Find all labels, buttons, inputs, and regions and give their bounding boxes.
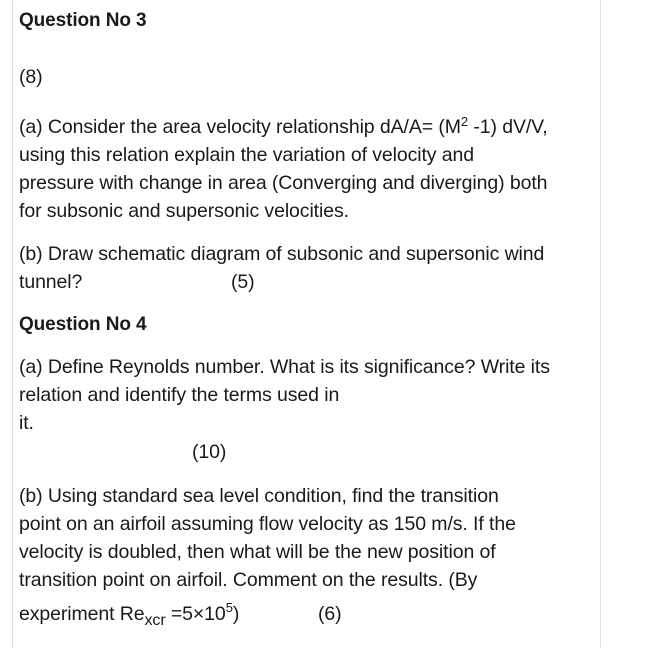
left-margin-rule: [12, 0, 13, 648]
question-4b-line-1: (b) Using standard sea level condition, find the transition: [19, 485, 499, 507]
question-3a-text: [19, 113, 599, 225]
question-4a-line-3: it.: [19, 412, 34, 434]
power-exponent: 5: [225, 600, 233, 615]
question-4a-line-2: relation and identify the terms used in: [19, 384, 340, 406]
reynolds-subscript: xcr: [144, 612, 166, 629]
question-3a-line-2: using this relation explain the variation of velocity and: [19, 144, 474, 166]
question-3a-line-1: (a) Consider the area velocity relationship $dA/A= (M^2$ -1) dV/V,: [19, 114, 548, 138]
mach-squared-exponent: 2: [460, 114, 469, 129]
question-3b-text: [19, 240, 599, 296]
question-3b-marks: (5): [231, 271, 255, 293]
question-4b-line-3: velocity is doubled, then what will be the new position of: [19, 541, 496, 563]
question-4a-text: [19, 353, 599, 437]
question-3-heading: Question No 3: [19, 10, 147, 31]
question-4-heading: Question No 4: [19, 314, 147, 335]
question-3a-line-4: for subsonic and supersonic velocities.: [19, 200, 349, 222]
question-4a-marks: (10): [192, 441, 227, 463]
question-4b-line-2: point on an airfoil assuming flow velocity as 150 m/s. If the: [19, 513, 516, 535]
question-4a-line-1: (a) Define Reynolds number. What is its significance? Write its: [19, 356, 550, 378]
question-4b-text: [19, 482, 599, 628]
question-4b-line-4: transition point on airfoil. Comment on the results. (By: [19, 569, 478, 591]
question-3a-line-3: pressure with change in area (Converging and diverging) both: [19, 172, 548, 194]
question-4b-marks: (6): [318, 603, 342, 625]
question-4b-line-5: experiment $Re_{xcr} =5\times 10^5$) (6): [19, 600, 342, 629]
question-3b-line-2: tunnel? (5): [19, 268, 599, 296]
right-margin-rule: [600, 0, 601, 648]
question-3-marks: (8): [19, 66, 43, 88]
question-3b-line-1: (b) Draw schematic diagram of subsonic and supersonic wind: [19, 243, 545, 265]
